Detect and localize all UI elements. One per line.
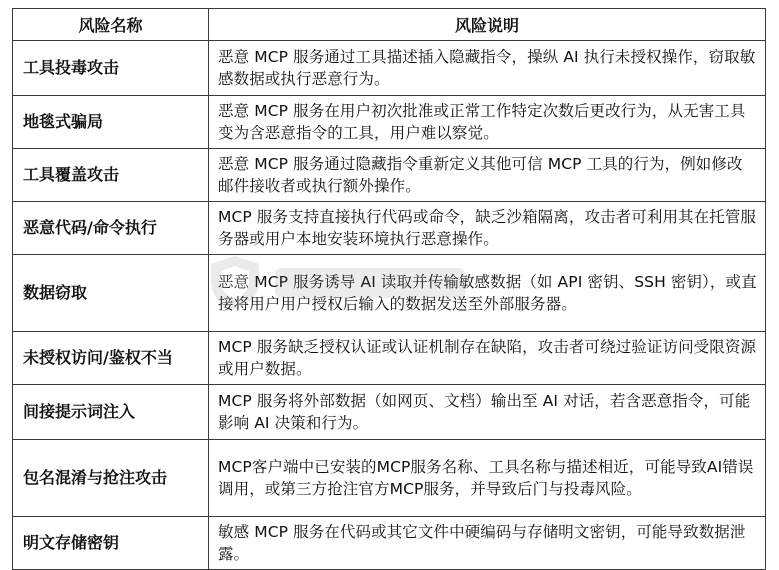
table-row [13,440,766,517]
table-row [13,149,766,202]
table-row [13,332,766,385]
risk-name-cell: 明文存储密钥 [13,517,209,570]
risk-desc-cell: 恶意 MCP 服务诱导 AI 读取并传输敏感数据（如 API 密钥、SSH 密钥），或直接将用户用户授权后输入的数据发送至外部服务器。 [209,255,766,332]
table-row [13,96,766,149]
header-risk-name: 风险名称 [13,9,209,41]
risk-desc-cell: MCP 服务缺乏授权认证或认证机制存在缺陷，攻击者可绕过验证访问受限资源或用户数据。 [209,332,766,385]
table-row [13,517,766,570]
risk-name-cell: 间接提示词注入 [13,385,209,440]
risk-desc-cell: 敏感 MCP 服务在代码或其它文件中硬编码与存储明文密钥，可能导致数据泄露。 [209,517,766,570]
risk-name-cell: 恶意代码/命令执行 [13,202,209,255]
risk-name-cell: 工具覆盖攻击 [13,149,209,202]
risk-desc-cell: 恶意 MCP 服务在用户初次批准或正常工作特定次数后更改行为，从无害工具变为含恶意指令的工具，用户难以察觉。 [209,96,766,149]
risk-desc-cell: MCP 服务将外部数据（如网页、文档）输出至 AI 对话，若含恶意指令，可能影响 AI 决策和行为。 [209,385,766,440]
risk-name-cell: 未授权访问/鉴权不当 [13,332,209,385]
table-row [13,202,766,255]
table-row [13,255,766,332]
table-row [13,385,766,440]
table-row [13,41,766,96]
risk-name-cell: 地毯式骗局 [13,96,209,149]
header-risk-description: 风险说明 [209,9,766,41]
risk-desc-cell: 恶意 MCP 服务通过隐藏指令重新定义其他可信 MCP 工具的行为，例如修改邮件接收者或执行额外操作。 [209,149,766,202]
risk-table [12,8,766,570]
risk-desc-cell: MCP 服务支持直接执行代码或命令，缺乏沙箱隔离，攻击者可利用其在托管服务器或用户本地安装环境执行恶意操作。 [209,202,766,255]
risk-desc-cell: MCP客户端中已安装的MCP服务名称、工具名称与描述相近，可能导致AI错误调用，或第三方抢注官方MCP服务，并导致后门与投毒风险。 [209,440,766,517]
risk-table-container [12,8,765,570]
risk-name-cell: 工具投毒攻击 [13,41,209,96]
risk-desc-cell: 恶意 MCP 服务通过工具描述插入隐藏指令，操纵 AI 执行未授权操作，窃取敏感数据或执行恶意行为。 [209,41,766,96]
table-header-row [13,9,766,41]
risk-name-cell: 包名混淆与抢注攻击 [13,440,209,517]
risk-name-cell: 数据窃取 [13,255,209,332]
